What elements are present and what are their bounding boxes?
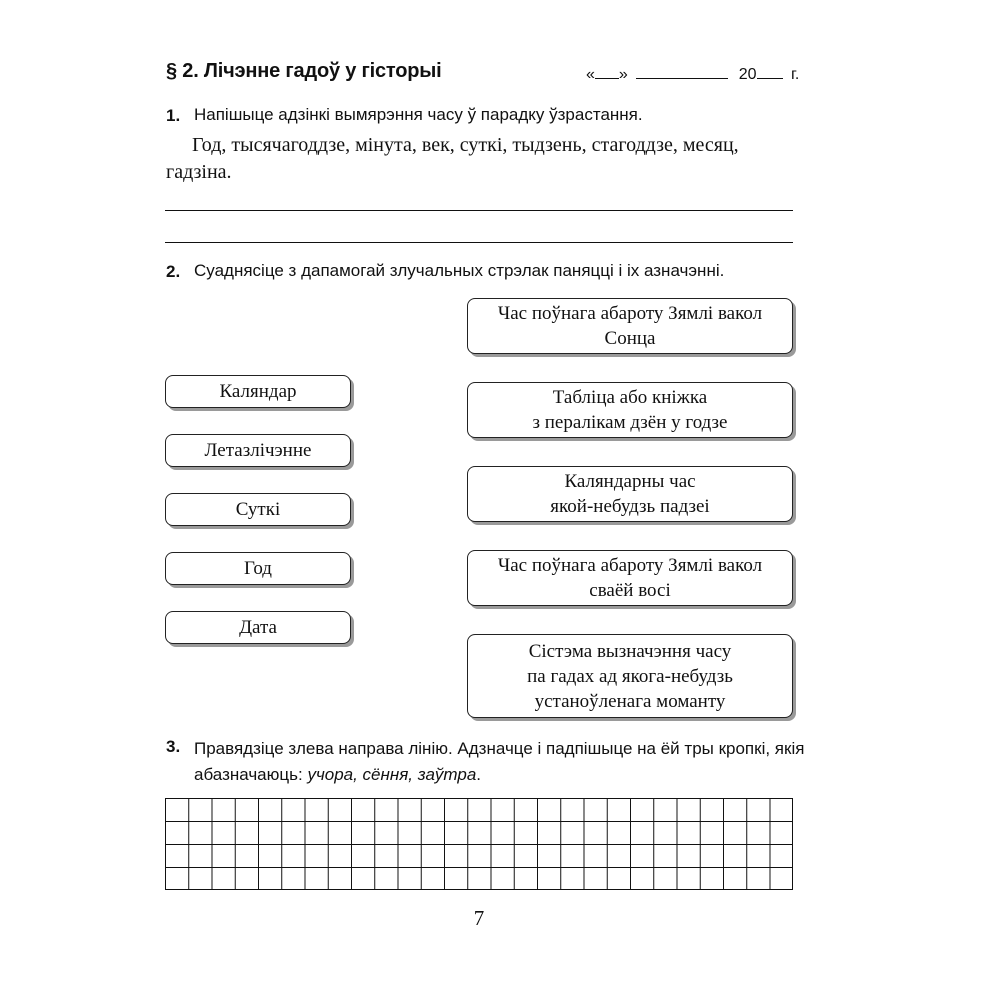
task3-italic-words: учора, сёння, заўтра (307, 765, 477, 784)
year-blank[interactable] (757, 64, 783, 79)
date-field (586, 64, 799, 84)
month-blank[interactable] (636, 64, 728, 79)
page-number: 7 (473, 906, 485, 930)
definition-2-line-2: з пералікам дзён у годзе (532, 412, 728, 433)
definition-2-line-1: Табліца або кніжка (552, 387, 708, 408)
task2-number: 2. (166, 262, 181, 281)
definition-box-4[interactable] (467, 550, 793, 606)
answer-grid[interactable] (165, 798, 793, 890)
definition-4-line-2: сваёй восі (589, 580, 671, 601)
task1-instruction: Напішыце адзінкі вымярэння часу ў парадку ўзрастання. (194, 105, 643, 124)
date-open-quote: « (586, 66, 595, 83)
year-suffix: г. (790, 66, 800, 83)
definition-4-line-1: Час поўнага абароту Зямлі вакол (497, 555, 763, 576)
definition-1-line-1: Час поўнага абароту Зямлі вакол (497, 303, 763, 324)
term-box-2[interactable]: Летазлічэнне (165, 434, 351, 467)
term-box-3[interactable]: Суткі (165, 493, 351, 526)
definition-5-line-3: устаноўленага моманту (534, 690, 726, 712)
definition-1-line-2: Сонца (604, 328, 656, 349)
definition-5-line-1: Сістэма вызначэння часу (528, 640, 732, 662)
term-box-1[interactable]: Каляндар (165, 375, 351, 408)
definition-3-line-2: якой-небудзь падзеі (550, 496, 710, 517)
task3-instruction (194, 736, 814, 788)
definition-box-2[interactable] (467, 382, 793, 438)
answer-line-2[interactable] (165, 242, 793, 243)
section-title: § 2. Лічэнне гадоў у гісторыі (166, 60, 442, 82)
task1-number: 1. (166, 106, 181, 125)
task3-instruction-text: Правядзіце злева направа лінію. Адзначце і падпішыце на ёй тры кропкі, якія абазначаюць: (194, 739, 805, 784)
definition-3-line-1: Каляндарны час (564, 471, 696, 492)
answer-line-1[interactable] (165, 210, 793, 211)
definition-5-line-2: па гадах ад якога-небудзь (527, 665, 733, 687)
day-blank[interactable] (595, 64, 619, 79)
term-box-4[interactable]: Год (165, 552, 351, 585)
year-prefix: 20 (738, 66, 757, 83)
definition-box-5[interactable] (467, 634, 793, 718)
definition-box-3[interactable] (467, 466, 793, 522)
term-box-5[interactable]: Дата (165, 611, 351, 644)
definition-box-1[interactable] (467, 298, 793, 354)
task1-word-list: Год, тысячагоддзе, мінута, век, суткі, тыдзень, стагоддзе, месяц, гадзіна. (166, 134, 739, 183)
date-close-quote: » (618, 66, 628, 83)
task3-instruction-end: . (476, 765, 482, 784)
task3-number: 3. (166, 737, 181, 756)
task2-instruction: Суаднясіце з дапамогай злучальных стрэлак паняцці і іх азначэнні. (194, 261, 725, 280)
